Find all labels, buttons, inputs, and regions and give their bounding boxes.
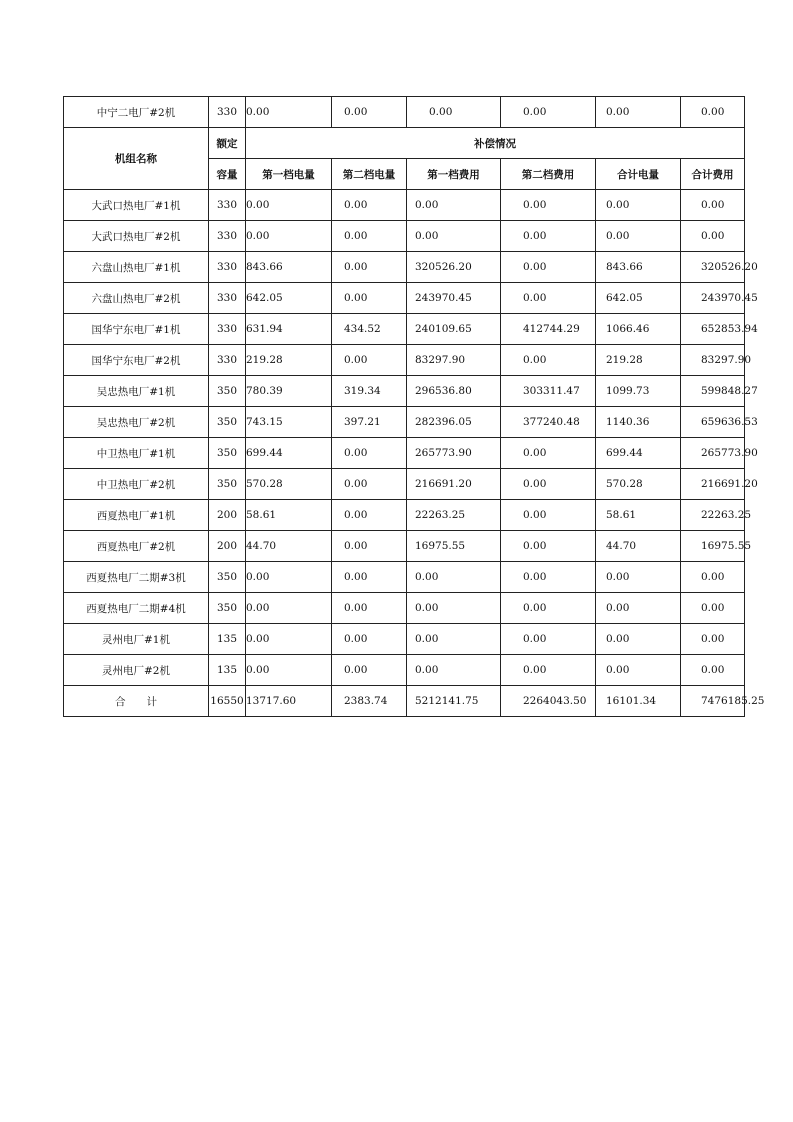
cell: 16975.55 <box>681 531 745 562</box>
cell: 0.00 <box>246 624 332 655</box>
cell: 0.00 <box>501 531 596 562</box>
cell: 1066.46 <box>596 314 681 345</box>
cell: 0.00 <box>332 283 407 314</box>
cell: 699.44 <box>246 438 332 469</box>
table-row <box>64 97 745 128</box>
capacity-header-line1: 额定 <box>209 128 246 159</box>
unit-name: 吴忠热电厂#2机 <box>64 407 209 438</box>
cell: 243970.45 <box>681 283 745 314</box>
cell: 0.00 <box>501 655 596 686</box>
cell: 0.00 <box>501 252 596 283</box>
cell: 265773.90 <box>407 438 501 469</box>
table-row <box>64 500 745 531</box>
unit-name: 六盘山热电厂#2机 <box>64 283 209 314</box>
cell: 843.66 <box>596 252 681 283</box>
cell: 0.00 <box>246 97 332 128</box>
cell: 0.00 <box>681 562 745 593</box>
cell: 0.00 <box>681 221 745 252</box>
unit-name: 六盘山热电厂#1机 <box>64 252 209 283</box>
cell: 216691.20 <box>407 469 501 500</box>
cell: 0.00 <box>501 283 596 314</box>
col-header: 第一档费用 <box>407 159 501 190</box>
cell: 0.00 <box>332 97 407 128</box>
capacity: 350 <box>209 469 246 500</box>
cell: 0.00 <box>407 562 501 593</box>
cell: 570.28 <box>246 469 332 500</box>
table-row <box>64 593 745 624</box>
capacity: 330 <box>209 283 246 314</box>
unit-name: 国华宁东电厂#1机 <box>64 314 209 345</box>
cell: 320526.20 <box>407 252 501 283</box>
cell: 0.00 <box>501 190 596 221</box>
cell: 0.00 <box>407 190 501 221</box>
cell: 44.70 <box>246 531 332 562</box>
table-row <box>64 531 745 562</box>
cell: 0.00 <box>501 562 596 593</box>
cell: 0.00 <box>681 655 745 686</box>
capacity: 330 <box>209 252 246 283</box>
cell: 0.00 <box>501 500 596 531</box>
capacity: 350 <box>209 562 246 593</box>
cell: 780.39 <box>246 376 332 407</box>
cell: 1099.73 <box>596 376 681 407</box>
capacity: 350 <box>209 438 246 469</box>
cell: 5212141.75 <box>407 686 501 717</box>
cell: 0.00 <box>407 97 501 128</box>
cell: 0.00 <box>332 345 407 376</box>
compensation-table <box>63 96 765 717</box>
cell: 13717.60 <box>246 686 332 717</box>
table-row <box>64 438 745 469</box>
col-header: 合计电量 <box>596 159 681 190</box>
cell: 0.00 <box>407 624 501 655</box>
cell: 699.44 <box>596 438 681 469</box>
cell: 0.00 <box>332 531 407 562</box>
table-row <box>64 314 745 345</box>
unit-name: 灵州电厂#1机 <box>64 624 209 655</box>
table-row <box>64 376 745 407</box>
capacity: 350 <box>209 376 246 407</box>
capacity: 200 <box>209 500 246 531</box>
cell: 0.00 <box>246 562 332 593</box>
capacity: 330 <box>209 345 246 376</box>
unit-name: 合 计 <box>64 686 209 717</box>
cell: 0.00 <box>501 438 596 469</box>
cell: 0.00 <box>501 221 596 252</box>
cell: 240109.65 <box>407 314 501 345</box>
unit-name-header: 机组名称 <box>64 128 209 190</box>
cell: 0.00 <box>332 221 407 252</box>
cell: 0.00 <box>407 593 501 624</box>
compensation-group-header: 补偿情况 <box>246 128 745 159</box>
capacity: 200 <box>209 531 246 562</box>
cell: 0.00 <box>407 655 501 686</box>
unit-name: 大武口热电厂#2机 <box>64 221 209 252</box>
cell: 22263.25 <box>407 500 501 531</box>
cell: 642.05 <box>246 283 332 314</box>
cell: 412744.29 <box>501 314 596 345</box>
cell: 2264043.50 <box>501 686 596 717</box>
cell: 58.61 <box>596 500 681 531</box>
table-row <box>64 562 745 593</box>
header-row-1 <box>64 128 745 159</box>
cell: 0.00 <box>246 655 332 686</box>
cell: 1140.36 <box>596 407 681 438</box>
table-row <box>64 624 745 655</box>
cell: 7476185.25 <box>681 686 745 717</box>
capacity: 135 <box>209 655 246 686</box>
cell: 243970.45 <box>407 283 501 314</box>
cell: 631.94 <box>246 314 332 345</box>
cell: 303311.47 <box>501 376 596 407</box>
cell: 83297.90 <box>407 345 501 376</box>
cell: 0.00 <box>596 655 681 686</box>
cell: 216691.20 <box>681 469 745 500</box>
cell: 0.00 <box>501 469 596 500</box>
unit-name: 中卫热电厂#1机 <box>64 438 209 469</box>
unit-name: 西夏热电厂二期#4机 <box>64 593 209 624</box>
cell: 397.21 <box>332 407 407 438</box>
capacity: 330 <box>209 314 246 345</box>
col-header: 第二档费用 <box>501 159 596 190</box>
cell: 0.00 <box>596 593 681 624</box>
cell: 44.70 <box>596 531 681 562</box>
cell: 83297.90 <box>681 345 745 376</box>
cell: 16101.34 <box>596 686 681 717</box>
cell: 0.00 <box>246 221 332 252</box>
capacity: 330 <box>209 221 246 252</box>
table-row <box>64 190 745 221</box>
cell: 0.00 <box>501 97 596 128</box>
cell: 599848.27 <box>681 376 745 407</box>
cell: 0.00 <box>681 624 745 655</box>
unit-name: 吴忠热电厂#1机 <box>64 376 209 407</box>
capacity: 330 <box>209 97 246 128</box>
cell: 570.28 <box>596 469 681 500</box>
capacity: 330 <box>209 190 246 221</box>
unit-name: 灵州电厂#2机 <box>64 655 209 686</box>
table-row <box>64 345 745 376</box>
cell: 22263.25 <box>681 500 745 531</box>
col-header: 第二档电量 <box>332 159 407 190</box>
table-row <box>64 655 745 686</box>
cell: 0.00 <box>246 593 332 624</box>
cell: 0.00 <box>407 221 501 252</box>
cell: 652853.94 <box>681 314 745 345</box>
cell: 0.00 <box>332 252 407 283</box>
cell: 0.00 <box>332 438 407 469</box>
cell: 58.61 <box>246 500 332 531</box>
cell: 0.00 <box>332 190 407 221</box>
cell: 434.52 <box>332 314 407 345</box>
cell: 0.00 <box>501 624 596 655</box>
col-header: 合计费用 <box>681 159 745 190</box>
cell: 320526.20 <box>681 252 745 283</box>
cell: 0.00 <box>596 624 681 655</box>
cell: 0.00 <box>332 500 407 531</box>
table-row <box>64 252 745 283</box>
capacity: 16550 <box>209 686 246 717</box>
cell: 0.00 <box>681 593 745 624</box>
cell: 0.00 <box>501 593 596 624</box>
cell: 0.00 <box>596 562 681 593</box>
capacity-header-line2: 容量 <box>209 159 246 190</box>
cell: 743.15 <box>246 407 332 438</box>
cell: 0.00 <box>332 655 407 686</box>
table-row <box>64 686 745 717</box>
table-row <box>64 283 745 314</box>
unit-name: 中卫热电厂#2机 <box>64 469 209 500</box>
cell: 642.05 <box>596 283 681 314</box>
cell: 0.00 <box>332 624 407 655</box>
capacity: 135 <box>209 624 246 655</box>
cell: 319.34 <box>332 376 407 407</box>
unit-name: 西夏热电厂#2机 <box>64 531 209 562</box>
cell: 377240.48 <box>501 407 596 438</box>
unit-name: 西夏热电厂#1机 <box>64 500 209 531</box>
unit-name: 中宁二电厂#2机 <box>64 97 209 128</box>
cell: 0.00 <box>681 190 745 221</box>
col-header: 第一档电量 <box>246 159 332 190</box>
unit-name: 西夏热电厂二期#3机 <box>64 562 209 593</box>
cell: 0.00 <box>501 345 596 376</box>
cell: 219.28 <box>596 345 681 376</box>
unit-name: 国华宁东电厂#2机 <box>64 345 209 376</box>
cell: 659636.53 <box>681 407 745 438</box>
table-row <box>64 469 745 500</box>
cell: 265773.90 <box>681 438 745 469</box>
cell: 219.28 <box>246 345 332 376</box>
cell: 296536.80 <box>407 376 501 407</box>
capacity: 350 <box>209 407 246 438</box>
cell: 843.66 <box>246 252 332 283</box>
cell: 0.00 <box>596 221 681 252</box>
cell: 0.00 <box>596 97 681 128</box>
cell: 282396.05 <box>407 407 501 438</box>
cell: 0.00 <box>246 190 332 221</box>
cell: 2383.74 <box>332 686 407 717</box>
table-row <box>64 407 745 438</box>
unit-name: 大武口热电厂#1机 <box>64 190 209 221</box>
cell: 0.00 <box>332 593 407 624</box>
cell: 0.00 <box>332 562 407 593</box>
cell: 0.00 <box>681 97 745 128</box>
capacity: 350 <box>209 593 246 624</box>
table-row <box>64 221 745 252</box>
cell: 0.00 <box>332 469 407 500</box>
cell: 16975.55 <box>407 531 501 562</box>
cell: 0.00 <box>596 190 681 221</box>
